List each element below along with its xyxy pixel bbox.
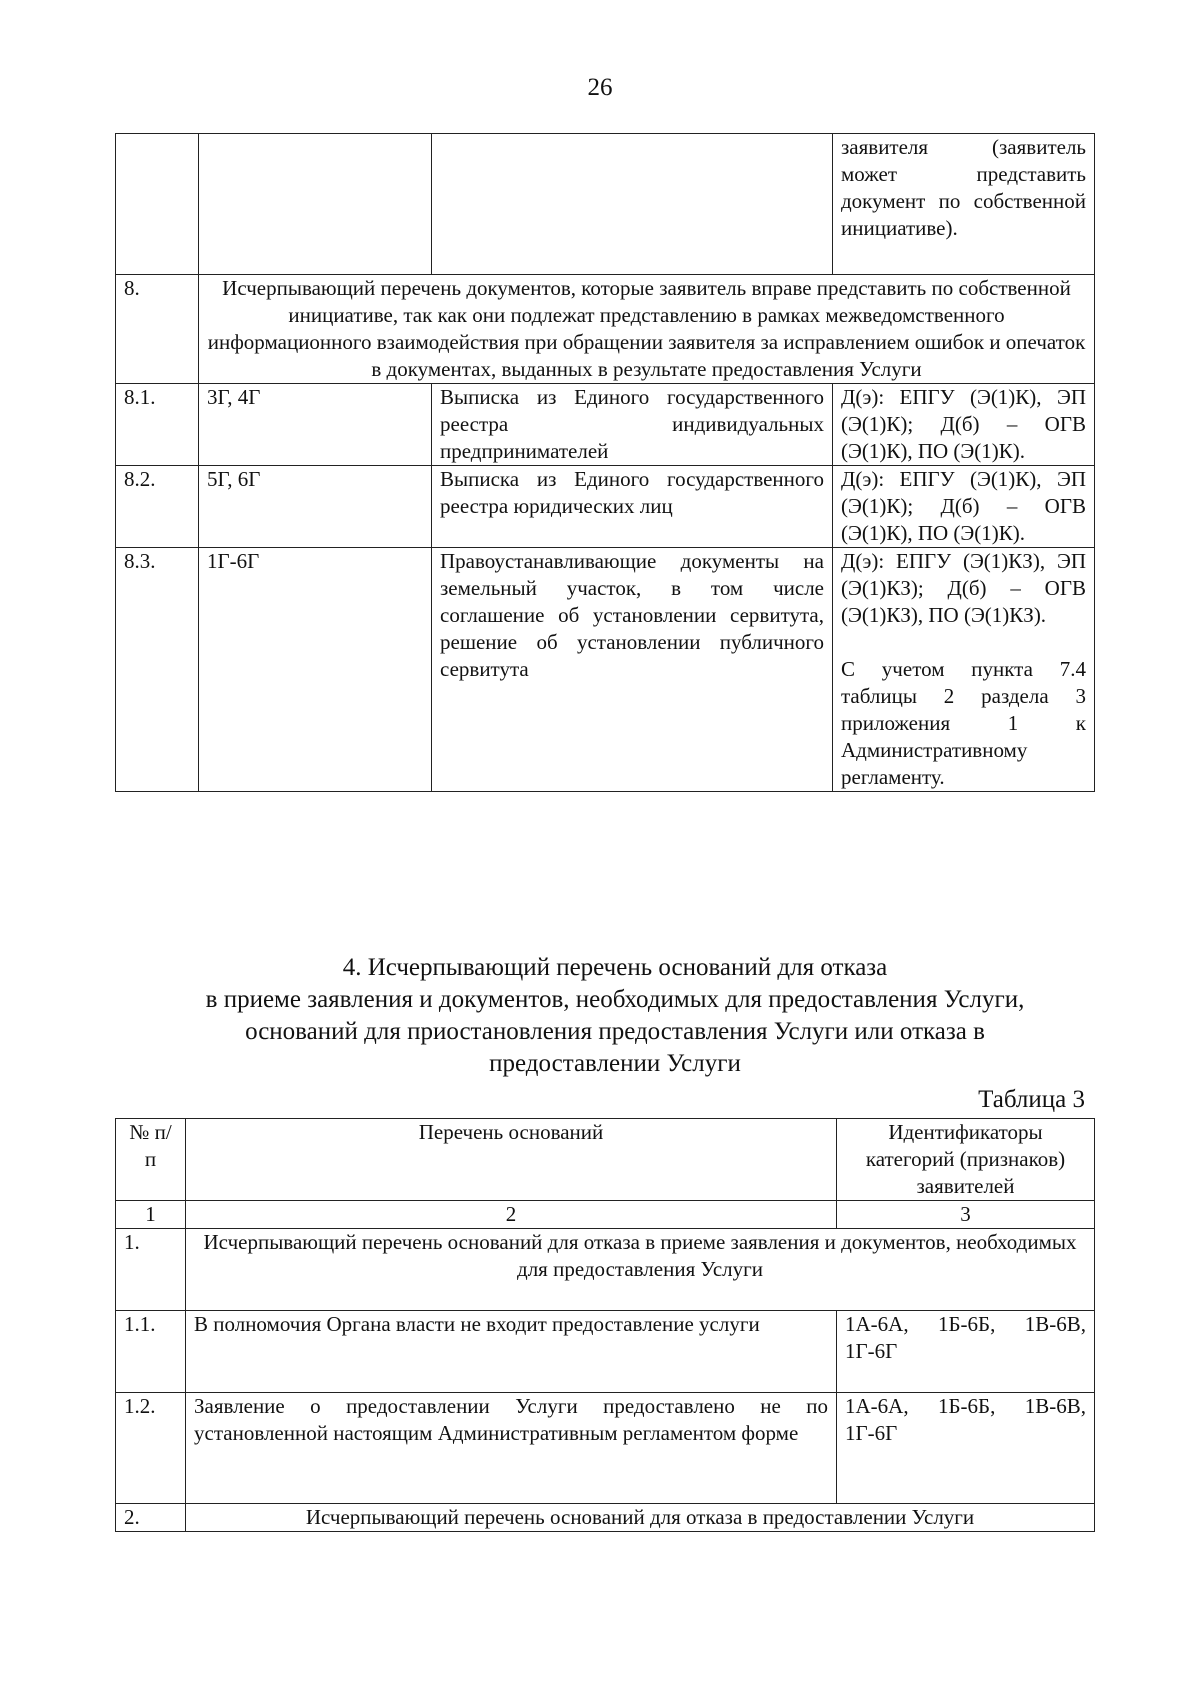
header-grounds: Перечень оснований bbox=[186, 1119, 837, 1201]
section-title-line: предоставлении Услуги bbox=[489, 1050, 741, 1077]
section-title-line: в приеме заявления и документов, необходимых для предоставления Услуги, bbox=[205, 986, 1025, 1013]
cell-methods: заявителя (заявитель может представить документ по собственной инициативе). bbox=[833, 134, 1095, 275]
cell-categories: 3Г, 4Г bbox=[199, 384, 432, 466]
col-number: 3 bbox=[837, 1201, 1095, 1229]
grounds-table bbox=[115, 1118, 1095, 1532]
cell-num: 8.2. bbox=[116, 466, 199, 548]
cell-num: 1.1. bbox=[116, 1311, 186, 1393]
section-title-line: оснований для приостановления предоставления Услуги или отказа в bbox=[245, 1018, 985, 1045]
cell-ground: В полномочия Органа власти не входит предоставление услуги bbox=[186, 1311, 837, 1393]
section-title-line: 4. Исчерпывающий перечень оснований для отказа bbox=[342, 954, 888, 981]
section-title-2: Исчерпывающий перечень оснований для отказа в предоставлении Услуги bbox=[186, 1504, 1095, 1532]
cell-num: 1.2. bbox=[116, 1393, 186, 1504]
cell-num: 2. bbox=[116, 1504, 186, 1532]
cell-document: Выписка из Единого государственного реестра индивидуальных предпринимателей bbox=[432, 384, 833, 466]
table-row bbox=[116, 466, 1095, 548]
cell-methods: Д(э): ЕПГУ (Э(1)К), ЭП (Э(1)К); Д(б) – ОГВ (Э(1)К), ПО (Э(1)К). bbox=[833, 466, 1095, 548]
cell-ids: 1А-6А, 1Б-6Б, 1В-6В, 1Г-6Г bbox=[837, 1311, 1095, 1393]
cell-ids: 1А-6А, 1Б-6Б, 1В-6В, 1Г-6Г bbox=[837, 1393, 1095, 1504]
section-title-1: Исчерпывающий перечень оснований для отказа в приеме заявления и документов, необходимых для предоставления Услуги bbox=[186, 1229, 1095, 1311]
cell-methods bbox=[833, 548, 1095, 792]
table-row bbox=[116, 548, 1095, 792]
methods-note: С учетом пункта 7.4 таблицы 2 раздела 3 приложения 1 к Административному регламенту. bbox=[841, 657, 1086, 789]
cell-empty bbox=[199, 134, 432, 275]
section-title-8: Исчерпывающий перечень документов, которые заявитель вправе представить по собственной инициативе, так как они подлежат представлению в рамках межведомственного информационного взаимодействия при обращении заявителя за исправлением ошибок и опечаток в документах, выданных в результате предоставления Услуги bbox=[199, 275, 1095, 384]
cell-document: Выписка из Единого государственного реестра юридических лиц bbox=[432, 466, 833, 548]
header-ids: Идентификаторы категорий (признаков) заявителей bbox=[837, 1119, 1095, 1201]
table-label: Таблица 3 bbox=[978, 1086, 1085, 1113]
cell-empty bbox=[116, 134, 199, 275]
section-row-1 bbox=[116, 1229, 1095, 1311]
cell-empty bbox=[432, 134, 833, 275]
column-number-row bbox=[116, 1201, 1095, 1229]
cell-document: Правоустанавливающие документы на земельный участок, в том числе соглашение об установлении сервитута, решение об установлении публичного сервитута bbox=[432, 548, 833, 792]
cell-ground: Заявление о предоставлении Услуги предоставлено не по установленной настоящим Административным регламентом форме bbox=[186, 1393, 837, 1504]
cell-categories: 5Г, 6Г bbox=[199, 466, 432, 548]
section-row-8 bbox=[116, 275, 1095, 384]
section-4-title bbox=[120, 952, 1110, 1080]
cell-num: 8.3. bbox=[116, 548, 199, 792]
table-row bbox=[116, 1311, 1095, 1393]
documents-table bbox=[115, 133, 1095, 792]
table-row bbox=[116, 384, 1095, 466]
cell-num: 8. bbox=[116, 275, 199, 384]
col-number: 2 bbox=[186, 1201, 837, 1229]
header-row bbox=[116, 1119, 1095, 1201]
header-num: № п/п bbox=[116, 1119, 186, 1201]
table-row bbox=[116, 1393, 1095, 1504]
methods-text: Д(э): ЕПГУ (Э(1)КЗ), ЭП (Э(1)КЗ); Д(б) – ОГВ (Э(1)КЗ), ПО (Э(1)КЗ). bbox=[841, 549, 1086, 627]
page-number: 26 bbox=[587, 74, 613, 101]
section-row-2 bbox=[116, 1504, 1095, 1532]
col-number: 1 bbox=[116, 1201, 186, 1229]
table-row-continuation bbox=[116, 134, 1095, 275]
cell-num: 1. bbox=[116, 1229, 186, 1311]
cell-categories: 1Г-6Г bbox=[199, 548, 432, 792]
cell-num: 8.1. bbox=[116, 384, 199, 466]
cell-methods: Д(э): ЕПГУ (Э(1)К), ЭП (Э(1)К); Д(б) – ОГВ (Э(1)К), ПО (Э(1)К). bbox=[833, 384, 1095, 466]
